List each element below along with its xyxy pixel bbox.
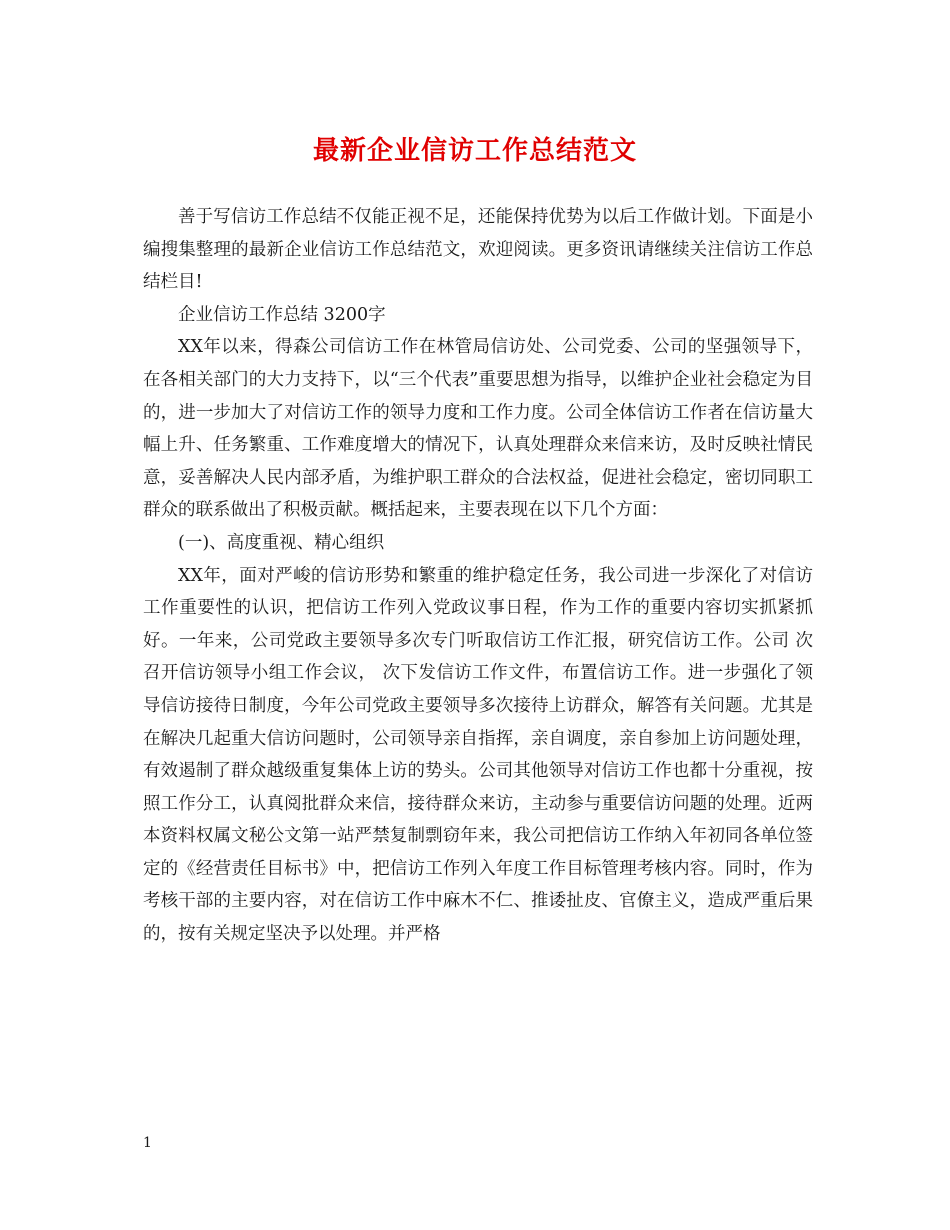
intro-paragraph: 善于写信访工作总结不仅能正视不足，还能保持优势为以后工作做计划。下面是小编搜集整理的最新企业信访工作总结范文，欢迎阅读。更多资讯请继续关注信访工作总结栏目! [143,207,813,293]
document-title: 最新企业信访工作总结范文 [312,136,637,166]
section-subtitle: 企业信访工作总结 3200字 [178,304,386,325]
body-paragraph: XX年，面对严峻的信访形势和繁重的维护稳定任务，我公司进一步深化了对信访工作重要性的认识，把信访工作列入党政议事日程，作为工作的重要内容切实抓紧抓好。一年来，公司党政主要领导多次专门听取信访工作汇报，研究信访工作。公司 次召开信访领导小组工作会议， 次下发信访工作文件，布置信访工作。进一步强化了领导信访接待日制度，今年公司党政主要领导多次接待上访群众，解答有关问题。尤其是在解决几起重大信访问题时，公司领导亲自指挥，亲自调度，亲自参加上访问题处理，有效遏制了群众越级重复集体上访的势头。公司其他领导对信访工作也都十分重视，按照工作分工，认真阅批群众来信，接待群众来访，主动参与重要信访问题的处理。近两本资料权属文秘公文第一站严禁复制剽窃年来，我公司把信访工作纳入年初同各单位签定的《经营责任目标书》中，把信访工作列入年度工作目标管理考核内容。同时，作为考核干部的主要内容，对在信访工作中麻木不仁、推诿扯皮、官僚主义，造成严重后果的，按有关规定坚决予以处理。并严格 [143,565,813,945]
document-body [143,201,813,951]
section-heading: (一)、高度重视、精心组织 [178,532,385,553]
summary-paragraph: XX年以来，得森公司信访工作在林管局信访处、公司党委、公司的坚强领导下，在各相关部门的大力支持下，以“三个代表”重要思想为指导，以维护企业社会稳定为目的，进一步加大了对信访工作的领导力度和工作力度。公司全体信访工作者在信访量大幅上升、任务繁重、工作难度增大的情况下，认真处理群众来信来访，及时反映社情民意，妥善解决人民内部矛盾，为维护职工群众的合法权益，促进社会稳定，密切同职工群众的联系做出了积极贡献。概括起来，主要表现在以下几个方面： [143,337,813,521]
page-number: 1 [143,1135,152,1151]
